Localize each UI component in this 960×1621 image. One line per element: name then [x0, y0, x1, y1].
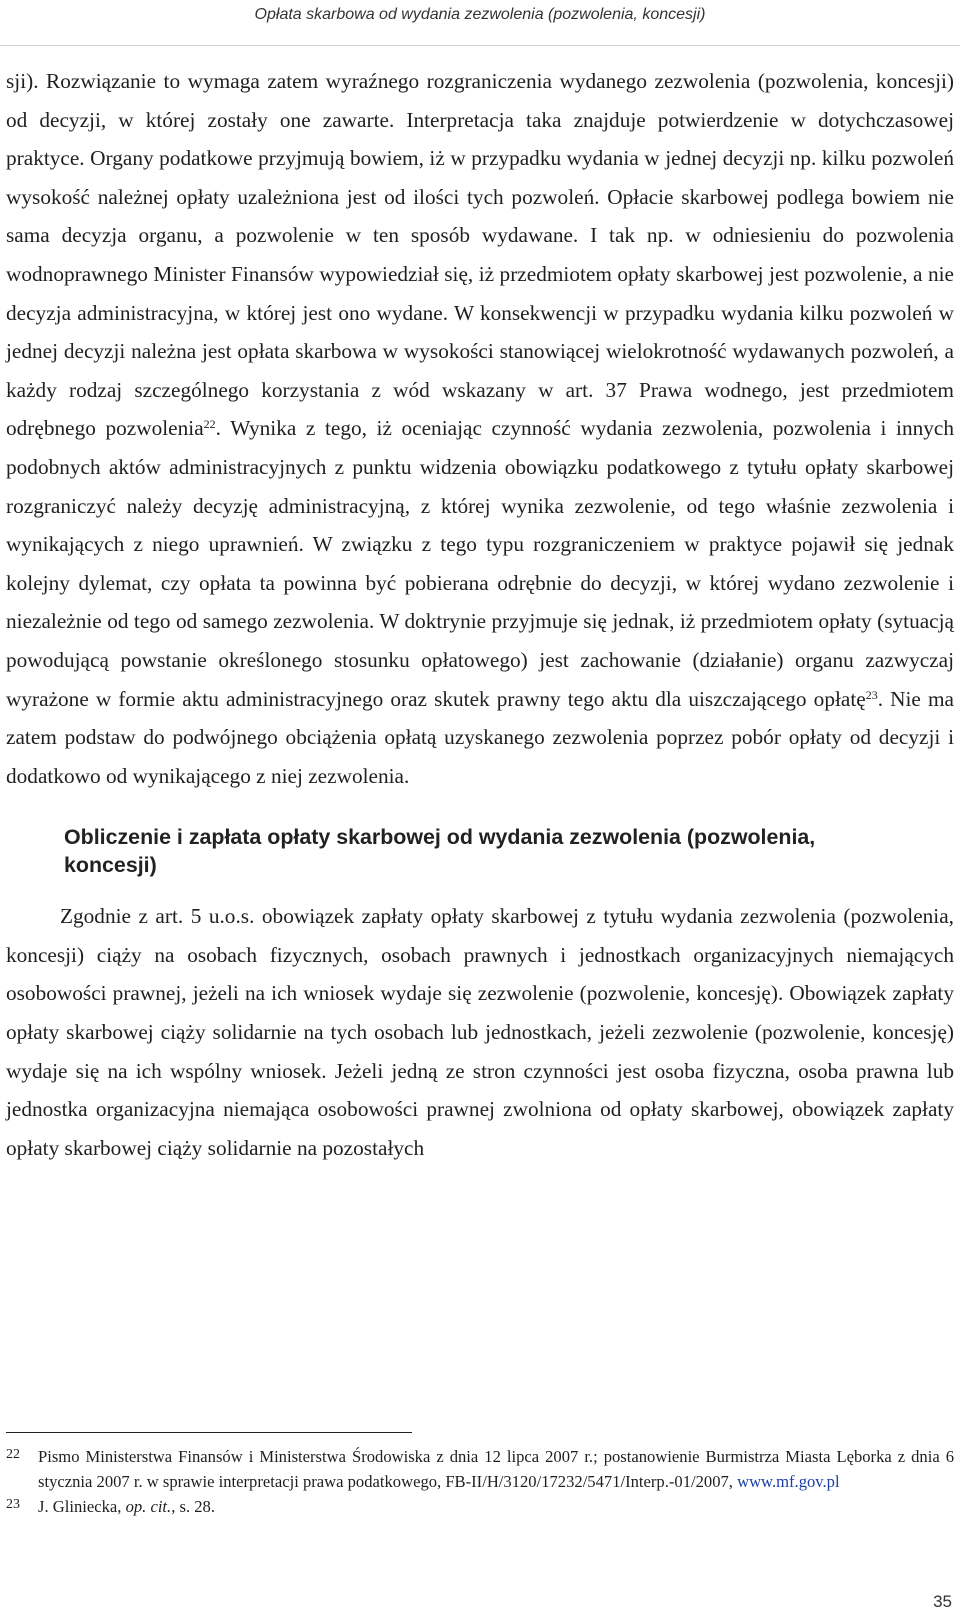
footnote-body: Pismo Ministerstwa Finansów i Ministerstwa Środowiska z dnia 12 lipca 2007 r.; postanowienie Burmistrza Miasta Lęborka z dnia 6 stycznia 2007 r. w sprawie interpretacji prawa podatkowego, FB-II/H/3120/17232/5471/Interp.-01/2007,: [38, 1447, 954, 1491]
footnote-number: 23: [6, 1497, 20, 1512]
footnote-ref-22[interactable]: 22: [203, 417, 216, 432]
running-header: Opłata skarbowa od wydania zezwolenia (pozwolenia, koncesji): [0, 0, 960, 46]
footnotes: [6, 1444, 954, 1519]
paragraph-text-part: . Nie ma zatem podstaw do podwójnego obciążenia opłatą uzyskanego zezwolenia poprzez pobór opłaty od decyzji i dodatkowo od wynikającego z niej zezwolenia.: [6, 686, 954, 788]
mf-website-link[interactable]: www.mf.gov.pl: [737, 1472, 840, 1491]
footnote-author: J. Gliniecka,: [38, 1497, 126, 1516]
footnote-divider: [6, 1432, 412, 1433]
footnote-23: [6, 1494, 954, 1519]
footnote-ref-23[interactable]: 23: [865, 687, 878, 702]
paragraph-text-part: sji). Rozwiązanie to wymaga zatem wyraźnego rozgraniczenia wydanego zezwolenia (pozwolenia, koncesji) od decyzji, w której zostały one zawarte. Interpretacja taka znajduje potwierdzenie w dotychczasowej praktyce. Organy podatkowe przyjmują bowiem, iż w przypadku wydania w jednej decyzji np. kilku pozwoleń wysokość należnej opłaty uzależniona jest od ilości tych pozwoleń. Opłacie skarbowej podlega bowiem nie sama decyzja organu, a pozwolenie w ten sposób wydawane. I tak np. w odniesieniu do pozwolenia wodnoprawnego Minister Finansów wypowiedział się, iż przedmiotem opłaty skarbowej jest pozwolenie, a nie decyzja administracyjna, w której jest ono wydane. W konsekwencji w przypadku wydania kilku pozwoleń w jednej decyzji należna jest opłata skarbowa w wysokości stanowiącej wielokrotność wydawanych pozwoleń, a każdy rodzaj szczególnego korzystania z wód wskazany w art. 37 Prawa wodnego, jest przedmiotem odrębnego pozwolenia: [6, 69, 954, 441]
section-heading: Obliczenie i zapłata opłaty skarbowej od wydania zezwolenia (pozwolenia, koncesji): [64, 825, 816, 878]
footnote-number: 22: [6, 1447, 20, 1462]
footnote-page: , s. 28.: [171, 1497, 215, 1516]
footnote-text: [38, 1444, 954, 1494]
paragraph-text-part: . Wynika z tego, iż oceniając czynność wydania zezwolenia, pozwolenia i innych podobnych aktów administracyjnych z punktu widzenia obowiązku podatkowego z tytułu opłaty skarbowej rozgraniczyć należy decyzję administracyjną, z której wynika zezwolenie, od tego właśnie zezwolenia i wynikających z niego uprawnień. W związku z tego typu rozgraniczeniem w praktyce pojawił się jednak kolejny dylemat, czy opłata ta powinna być pobierana odrębnie do decyzji, w której wydano zezwolenie i niezależnie od tego od samego zezwolenia. W doktrynie przyjmuje się jednak, iż przedmiotem opłaty (sytuacją powodującą powstanie określonego stosunku opłatowego) jest zachowanie (działanie) organu zazwyczaj wyrażone w formie aktu administracyjnego oraz skutek prawny tego aktu dla uiszczającego opłatę: [6, 416, 954, 711]
page-number: 35: [933, 1592, 952, 1611]
main-text: [6, 62, 954, 1167]
footnote-text: [38, 1494, 954, 1519]
paragraph-continuation: [6, 62, 954, 795]
footnote-citation-italic: op. cit.: [125, 1497, 172, 1516]
footnote-22: [6, 1444, 954, 1494]
section-paragraph: Zgodnie z art. 5 u.o.s. obowiązek zapłaty opłaty skarbowej z tytułu wydania zezwolenia (pozwolenia, koncesji) ciąży na osobach fizycznych, osobach prawnych i jednostkach organizacyjnych niemających osobowości prawnej, jeżeli na ich wniosek wydaje się zezwolenie (pozwolenie, koncesję). Obowiązek zapłaty opłaty skarbowej ciąży solidarnie na tych osobach lub jednostkach, jeżeli zezwolenie (pozwolenie, koncesję) wydaje się na ich wspólny wniosek. Jeżeli jedną ze stron czynności jest osoba fizyczna, osoba prawna lub jednostka organizacyjna niemająca osobowości prawnej zwolniona od opłaty skarbowej, obowiązek zapłaty opłaty skarbowej ciąży solidarnie na pozostałych: [6, 904, 954, 1160]
